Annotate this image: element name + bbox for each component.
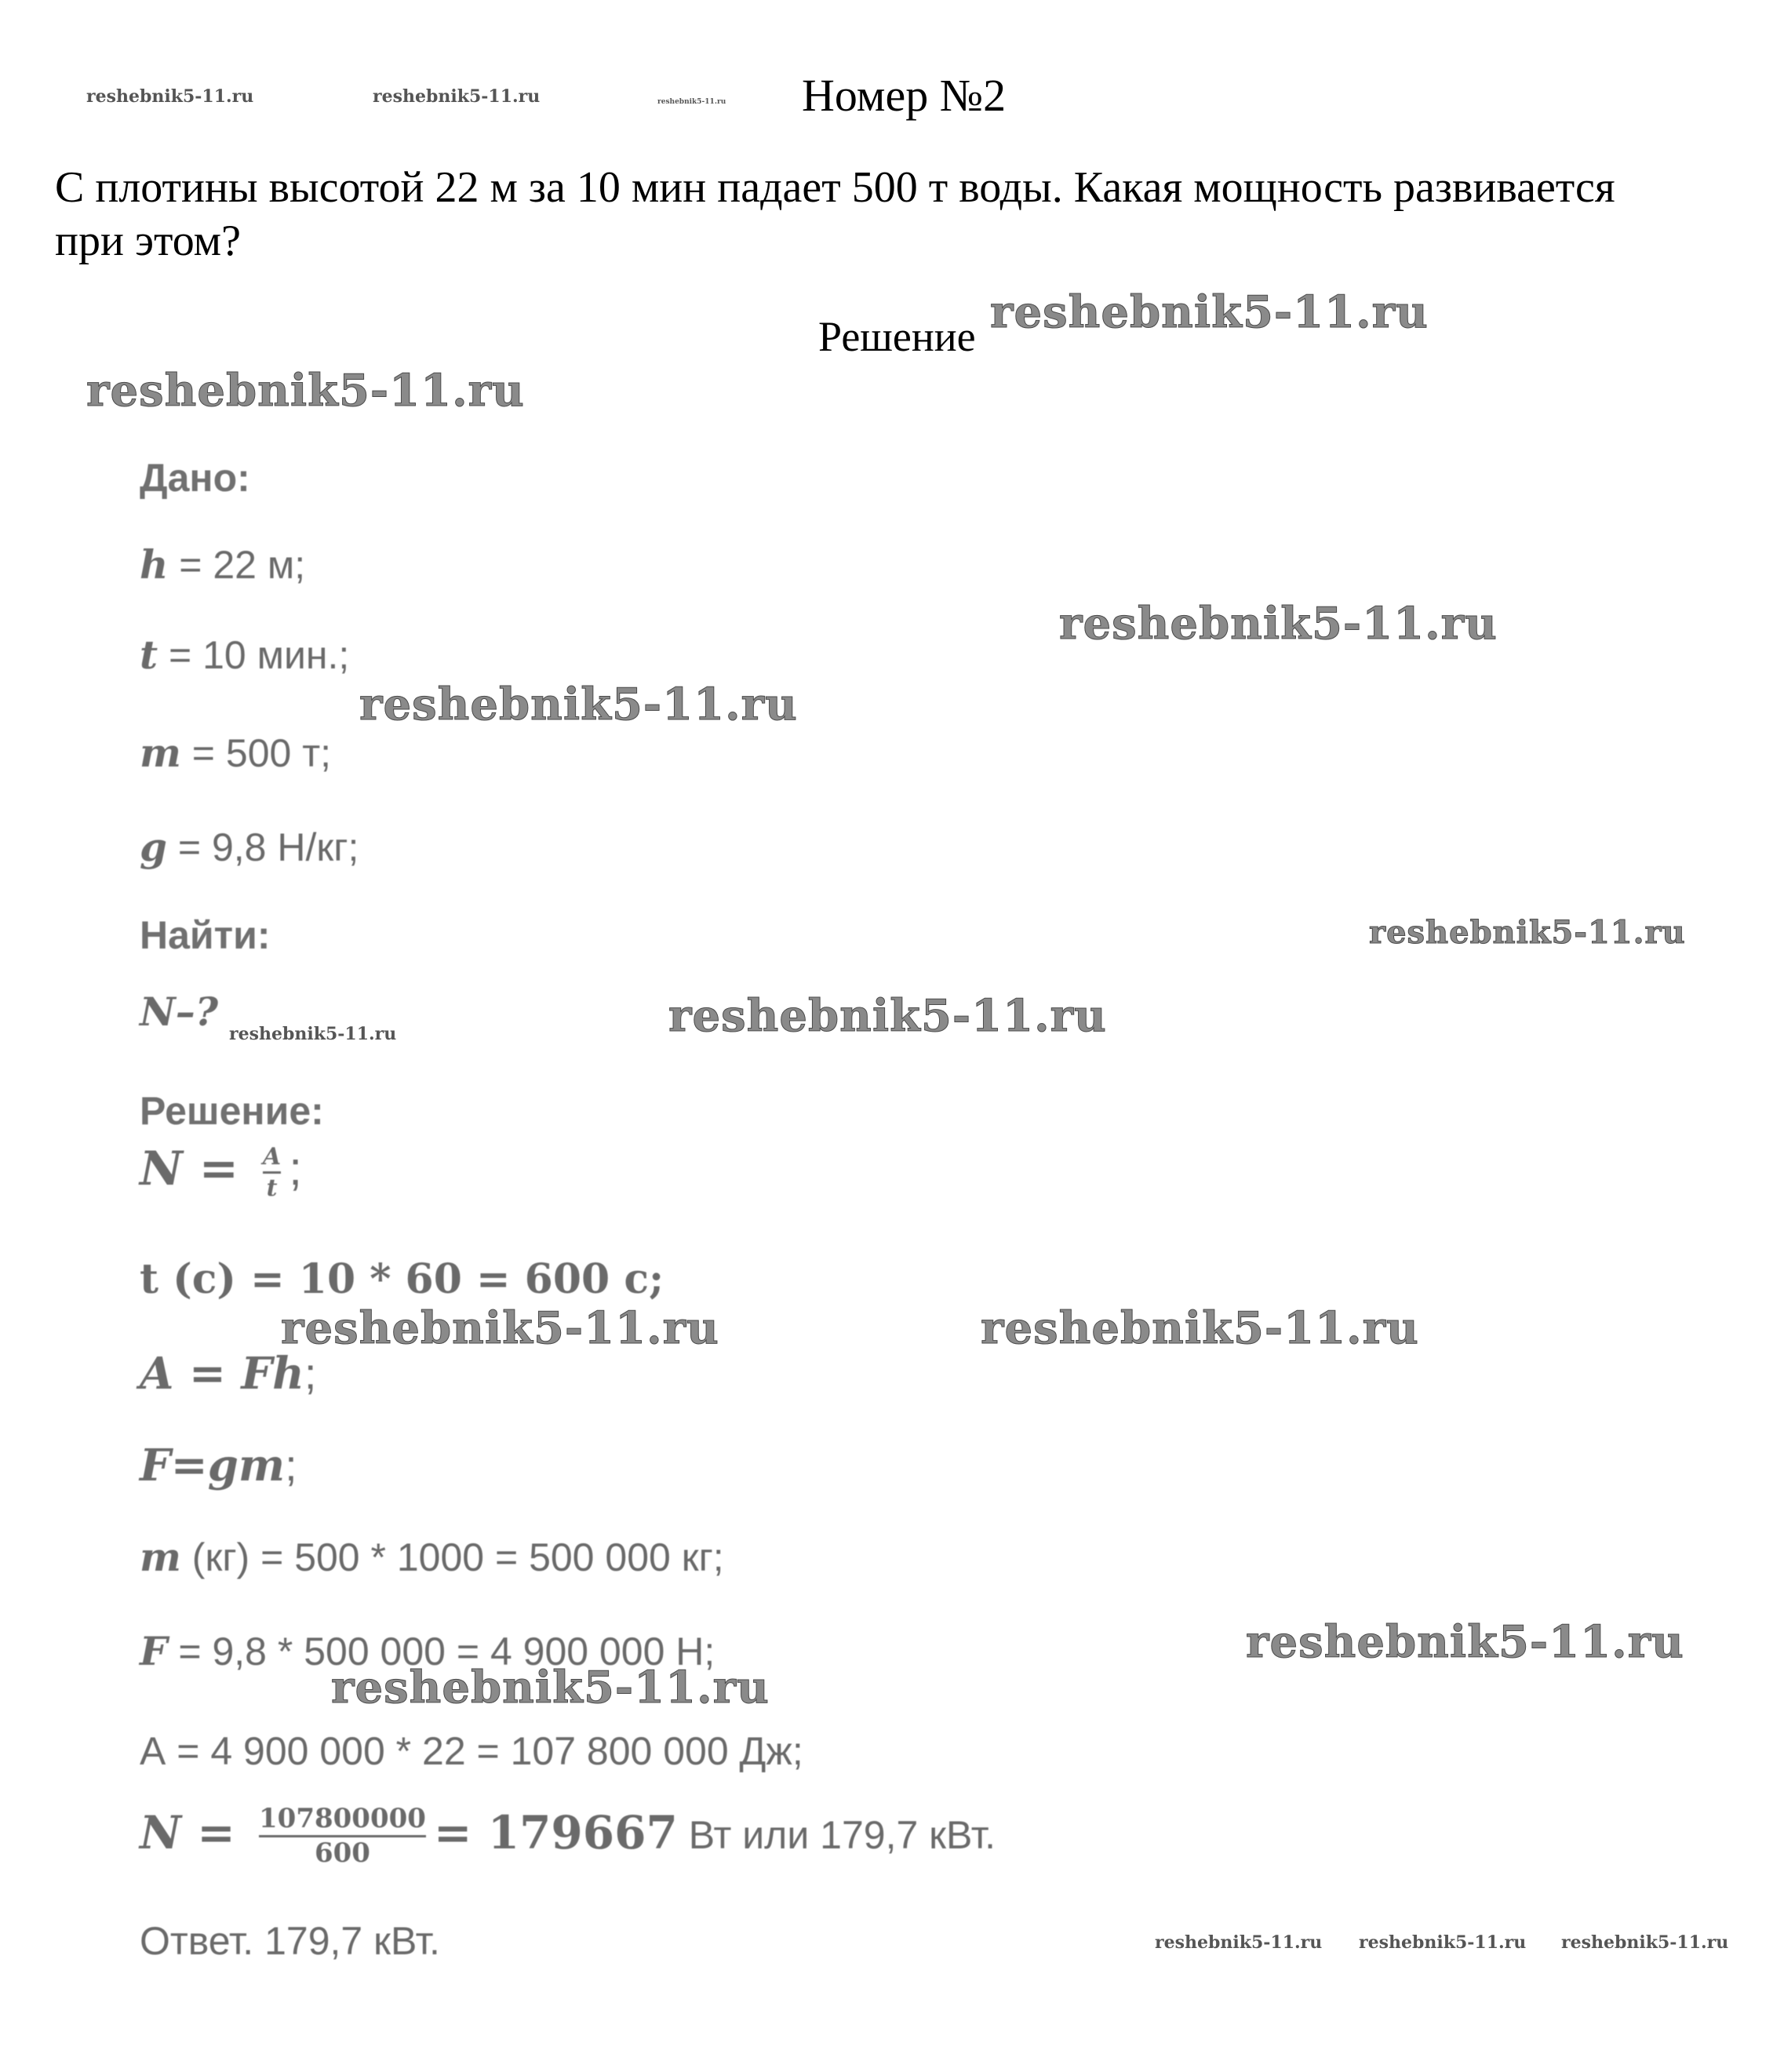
watermark: reshebnik5-11.ru: [1246, 1616, 1684, 1668]
watermark: reshebnik5-11.ru: [373, 86, 541, 107]
formula-power: N = $\frac{A}{t}$ ;: [140, 1142, 302, 1202]
given-m: m = 500 т;: [140, 730, 331, 776]
var-h: h: [140, 541, 169, 588]
formula-force: F=gm;: [140, 1440, 297, 1491]
solution-label: Решение:: [140, 1089, 324, 1133]
formula-mass: m (кг) = 500 * 1000 = 500 000 кг;: [140, 1534, 724, 1580]
given-h: h = 22 м;: [140, 541, 306, 588]
watermark: reshebnik5-11.ru: [981, 1302, 1419, 1354]
watermark: reshebnik5-11.ru: [657, 98, 726, 106]
watermark: reshebnik5-11.ru: [1359, 1932, 1527, 1953]
watermark: reshebnik5-11.ru: [1059, 598, 1498, 650]
formula-work-value: А = 4 900 000 * 22 = 107 800 000 Дж;: [140, 1729, 803, 1773]
watermark: reshebnik5-11.ru: [1561, 1932, 1729, 1953]
formula-force-value: F = 9,8 * 500 000 = 4 900 000 Н;: [140, 1628, 715, 1674]
watermark: reshebnik5-11.ru: [1155, 1932, 1323, 1953]
given-g: g = 9,8 Н/кг;: [140, 824, 359, 870]
given-t: t = 10 мин.;: [140, 632, 350, 678]
var-g: g: [140, 824, 167, 870]
page-title: Номер №2: [802, 70, 1007, 121]
var-m: m: [140, 730, 181, 776]
find-label: Найти:: [140, 913, 271, 957]
given-label: Дано:: [140, 456, 250, 500]
watermark: reshebnik5-11.ru: [990, 286, 1429, 338]
watermark: reshebnik5-11.ru: [229, 1024, 397, 1044]
watermark: reshebnik5-11.ru: [86, 86, 254, 107]
watermark: reshebnik5-11.ru: [86, 365, 525, 417]
formula-power-value: N = $\frac{107800000}{600}$ = 179667 Вт или 179,7 кВт.: [140, 1803, 996, 1870]
watermark: reshebnik5-11.ru: [1369, 914, 1686, 951]
answer: Ответ. 179,7 кВт.: [140, 1919, 440, 1963]
find-value: N–?: [140, 989, 218, 1035]
watermark: reshebnik5-11.ru: [668, 990, 1107, 1042]
var-t: t: [140, 632, 158, 678]
solution-heading: Решение: [818, 313, 976, 360]
watermark: reshebnik5-11.ru: [359, 679, 798, 730]
problem-text-line-1: С плотины высотой 22 м за 10 мин падает 500 т воды. Какая мощность развивается: [55, 163, 1615, 212]
formula-work: A = Fh;: [140, 1348, 317, 1400]
formula-time: t (c) = 10 * 60 = 600 с;: [140, 1255, 664, 1303]
watermark: reshebnik5-11.ru: [331, 1662, 770, 1713]
problem-text-line-2: при этом?: [55, 217, 241, 265]
watermark: reshebnik5-11.ru: [281, 1302, 719, 1354]
